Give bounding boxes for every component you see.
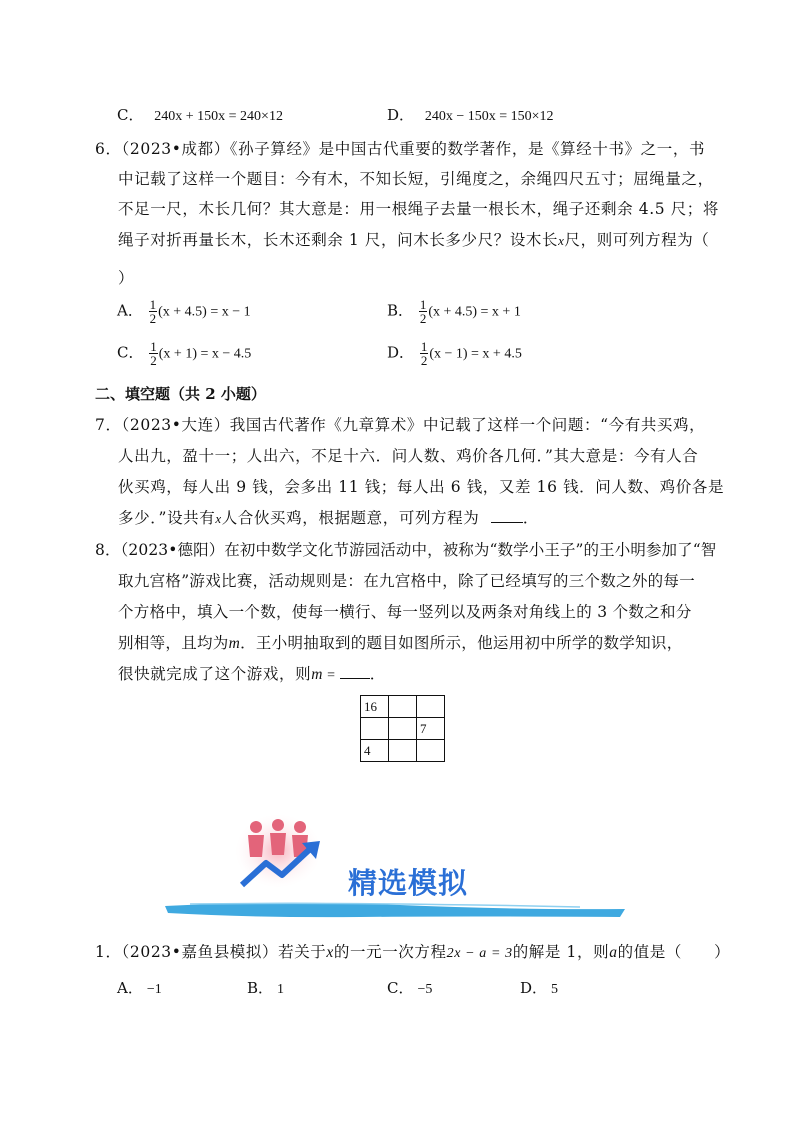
q5-option-d bbox=[387, 104, 554, 125]
grid-cell bbox=[417, 696, 445, 718]
grid-cell bbox=[389, 718, 417, 740]
q6-option-a bbox=[117, 298, 251, 325]
q8-line-3: 个方格中，填入一个数，使每一横行、每一竖列以及两条对角线上的 3 个数之和分 bbox=[118, 603, 692, 621]
q6-line-3: 不足一尺，木长几何？其大意是：用一根绳子去量一根长木，绳子还剩余 4.5 尺；将 bbox=[118, 200, 720, 218]
sim-q1-tail2: 的值是（ ） bbox=[617, 943, 731, 961]
q5-option-c bbox=[117, 104, 283, 125]
option-letter: C． bbox=[117, 343, 144, 362]
q8-line-2: 取九宫格”游戏比赛，活动规则是：在九宫格中，除了已经填写的三个数之外的每一 bbox=[118, 572, 696, 590]
fraction-den: 2 bbox=[420, 353, 428, 368]
sim-q1-prefix: 1．（2023•嘉鱼县模拟）若关于 bbox=[95, 943, 327, 961]
option-value: −5 bbox=[417, 982, 433, 997]
q8-line-5-end: ． bbox=[369, 665, 386, 683]
q6-option-d bbox=[387, 340, 522, 367]
q7-line-1: 7．（2023•大连）我国古代著作《九章算术》中记载了这样一个问题：“今有共买鸡， bbox=[95, 416, 706, 434]
sim-q1-variable: x bbox=[326, 944, 334, 961]
grid-cell: 7 bbox=[417, 718, 445, 740]
option-math: 240x + 150x = 240×12 bbox=[154, 109, 283, 124]
grid-cell: 4 bbox=[361, 740, 389, 762]
q8-line-4-text: 别相等，且均为 bbox=[118, 634, 229, 652]
sim-q1-option-c bbox=[387, 977, 432, 998]
q8-line-1: 8．（2023•德阳）在初中数学文化节游园活动中，被称为“数学小王子”的王小明参加了“智 bbox=[95, 541, 717, 559]
option-letter: D． bbox=[387, 106, 415, 124]
option-value: −1 bbox=[146, 982, 162, 997]
grid-cell bbox=[361, 718, 389, 740]
q6-line-4-text: 绳子对折再量长木，长木还剩余 1 尺，问木长多少尺？设木长 bbox=[118, 231, 559, 249]
q6-option-c bbox=[117, 340, 251, 367]
fraction-num: 1 bbox=[419, 297, 427, 312]
q8-line-5 bbox=[118, 662, 386, 684]
option-letter: D． bbox=[520, 979, 548, 997]
fraction-num: 1 bbox=[149, 297, 157, 312]
q7-line-4 bbox=[118, 506, 539, 528]
option-math: (x + 4.5) = x − 1 bbox=[158, 304, 251, 320]
fraction-den: 2 bbox=[150, 353, 157, 368]
fraction-den: 2 bbox=[419, 311, 427, 326]
sim-q1-variable-a: a bbox=[609, 944, 618, 961]
q6-line-2: 中记载了这样一个题目：今有木，不知长短，引绳度之，余绳四尺五寸；屈绳量之， bbox=[118, 170, 714, 188]
q7-line-3: 伙买鸡，每人出 9 钱，会多出 11 钱；每人出 6 钱，又差 16 钱．问人数、鸡价各是 bbox=[118, 478, 725, 496]
fraction bbox=[149, 340, 158, 367]
q7-line-4-end: ． bbox=[522, 509, 539, 527]
section-heading: 二、填空题（共 2 小题） bbox=[95, 385, 266, 403]
q7-line-4-mid: 人合伙买鸡，根据题意，可列方程为 bbox=[221, 509, 480, 527]
fraction-den: 2 bbox=[149, 311, 157, 326]
people-growth-icon bbox=[236, 813, 326, 893]
q8-line-4 bbox=[118, 631, 683, 653]
q8-line-4-tail: ．王小明抽取到的题目如图所示，他运用初中所学的数学知识， bbox=[240, 634, 683, 652]
q6-line-4-tail: 尺，则可列方程为（ bbox=[564, 231, 710, 249]
option-letter: C． bbox=[387, 979, 414, 997]
option-math: (x − 1) = x + 4.5 bbox=[429, 346, 522, 362]
q8-line-5-text: 很快就完成了这个游戏，则 bbox=[118, 665, 312, 683]
sim-q1-option-b bbox=[247, 977, 284, 998]
option-letter: A． bbox=[117, 301, 143, 320]
q7-variable: x bbox=[215, 511, 222, 526]
q6-line-1: 6．（2023•成都）《孙子算经》是中国古代重要的数学著作，是《算经十书》之一，书 bbox=[95, 140, 706, 158]
sim-q1-tail: 的解是 1，则 bbox=[512, 943, 610, 961]
q8-variable: m bbox=[228, 635, 241, 652]
grid-cell bbox=[389, 696, 417, 718]
fraction-num: 1 bbox=[150, 339, 157, 354]
grid-cell bbox=[389, 740, 417, 762]
fraction bbox=[419, 298, 428, 325]
option-letter: B． bbox=[247, 979, 274, 997]
option-math: 240x − 150x = 150×12 bbox=[424, 109, 554, 124]
sim-q1-mid: 的一元一次方程 bbox=[333, 943, 447, 961]
option-value: 1 bbox=[277, 982, 285, 997]
grid-cell bbox=[417, 740, 445, 762]
q6-option-b bbox=[387, 298, 521, 325]
answer-blank[interactable] bbox=[340, 678, 370, 679]
fraction bbox=[420, 340, 429, 367]
option-value: 5 bbox=[551, 982, 559, 997]
magic-square-grid bbox=[360, 695, 445, 762]
answer-blank[interactable] bbox=[491, 522, 523, 523]
brush-stroke bbox=[165, 903, 625, 917]
banner-title: 精选模拟 bbox=[348, 866, 469, 900]
option-letter: B． bbox=[387, 301, 414, 320]
option-math: (x + 1) = x − 4.5 bbox=[158, 346, 252, 362]
q7-line-4-text: 多少．”设共有 bbox=[118, 509, 216, 527]
sim-q1-option-d bbox=[520, 977, 558, 998]
q8-variable: m bbox=[311, 666, 323, 683]
option-math: (x + 4.5) = x + 1 bbox=[428, 304, 521, 320]
option-letter: A． bbox=[117, 979, 143, 997]
q6-variable: x bbox=[558, 233, 565, 248]
fraction bbox=[149, 298, 158, 325]
option-letter: D． bbox=[387, 343, 415, 362]
q6-line-4 bbox=[118, 228, 709, 250]
sim-q1-line bbox=[95, 940, 730, 962]
q7-line-2: 人出九，盈十一；人出六，不足十六．问人数、鸡价各几何．”其大意是：今有人合 bbox=[118, 447, 699, 465]
sim-q1-option-a bbox=[117, 977, 162, 998]
fraction-num: 1 bbox=[420, 339, 428, 354]
grid-cell: 16 bbox=[361, 696, 389, 718]
q6-line-5: ） bbox=[118, 269, 135, 287]
q8-equals: = bbox=[323, 668, 340, 683]
option-letter: C． bbox=[117, 106, 144, 124]
sim-q1-equation: 2x − a = 3 bbox=[446, 946, 513, 961]
